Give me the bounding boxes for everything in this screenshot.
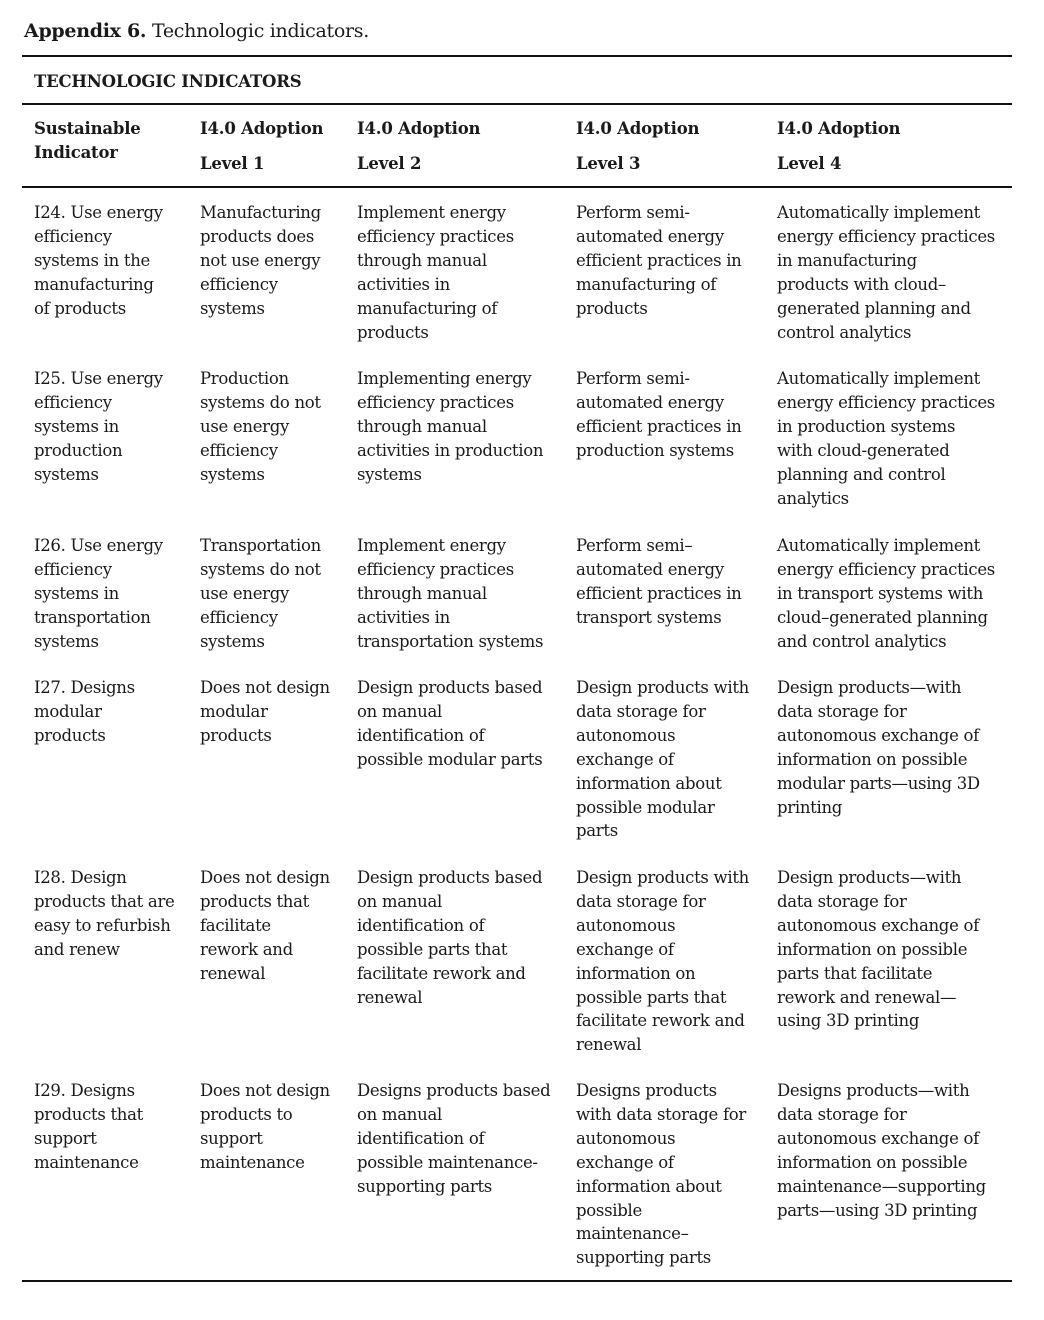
header-level-4: I4.0 Adoption Level 4	[777, 119, 901, 173]
cell-level-4: Design products—with data storage for autonomous exchange of information on possible modular parts—using 3D printing	[777, 678, 980, 817]
cell-level-3: Perform semi- automated energy efficient practices in manufacturing of products	[576, 203, 742, 318]
cell-indicator: I29. Designs products that support maintenance	[34, 1081, 143, 1172]
cell-level-1: Does not design products to support maintenance	[200, 1081, 330, 1172]
cell-level-1: Does not design modular products	[200, 678, 330, 745]
header-level-2: I4.0 Adoption Level 2	[357, 119, 481, 173]
cell-level-2: Implementing energy efficiency practices through manual activities in production systems	[357, 369, 544, 484]
header-sustainable-indicator: Sustainable Indicator	[34, 119, 141, 162]
header-level-1: I4.0 Adoption Level 1	[200, 119, 324, 173]
cell-level-3: Perform semi– automated energy efficient practices in transport systems	[576, 536, 742, 627]
table-caption	[24, 18, 369, 44]
header-level-3: I4.0 Adoption Level 3	[576, 119, 700, 173]
cell-indicator: I28. Design products that are easy to refurbish and renew	[34, 868, 175, 959]
cell-level-1: Production systems do not use energy efficiency systems	[200, 369, 321, 484]
cell-indicator: I25. Use energy efficiency systems in production systems	[34, 369, 163, 484]
cell-level-2: Designs products based on manual identification of possible maintenance- supporting parts	[357, 1081, 551, 1196]
cell-level-2: Design products based on manual identification of possible modular parts	[357, 678, 543, 769]
cell-level-3: Perform semi- automated energy efficient practices in production systems	[576, 369, 742, 460]
cell-indicator: I26. Use energy efficiency systems in transportation systems	[34, 536, 163, 651]
cell-level-3: Design products with data storage for autonomous exchange of information about possible modular parts	[576, 678, 749, 841]
cell-indicator: I27. Designs modular products	[34, 678, 135, 745]
header-bottom-rule	[22, 186, 1012, 188]
cell-indicator: I24. Use energy efficiency systems in the manufacturing of products	[34, 203, 163, 318]
cell-level-4: Design products—with data storage for autonomous exchange of information on possible parts that facilitate rework and renewal— using 3D printing	[777, 868, 979, 1031]
caption-text: Technologic indicators.	[146, 20, 369, 42]
cell-level-4: Automatically implement energy efficiency practices in transport systems with cloud–generated planning and control analytics	[777, 536, 995, 651]
top-rule	[22, 55, 1012, 57]
cell-level-3: Designs products with data storage for autonomous exchange of information about possible maintenance– supporting parts	[576, 1081, 746, 1268]
header-top-rule	[22, 103, 1012, 105]
cell-level-2: Implement energy efficiency practices through manual activities in transportation systems	[357, 536, 544, 651]
section-title: TECHNOLOGIC INDICATORS	[34, 72, 302, 91]
cell-level-1: Does not design products that facilitate rework and renewal	[200, 868, 330, 983]
bottom-rule	[22, 1280, 1012, 1282]
cell-level-1: Manufacturing products does not use energy efficiency systems	[200, 203, 321, 318]
cell-level-4: Automatically implement energy efficiency practices in manufacturing products with cloud– generated planning and control analytics	[777, 203, 995, 342]
cell-level-2: Design products based on manual identification of possible parts that facilitate rework and renewal	[357, 868, 543, 1007]
cell-level-4: Automatically implement energy efficiency practices in production systems with cloud-generated planning and control analytics	[777, 369, 995, 508]
cell-level-1: Transportation systems do not use energy efficiency systems	[200, 536, 321, 651]
cell-level-2: Implement energy efficiency practices through manual activities in manufacturing of products	[357, 203, 514, 342]
cell-level-4: Designs products—with data storage for autonomous exchange of information on possible maintenance—supporting parts—using 3D printing	[777, 1081, 986, 1220]
cell-level-3: Design products with data storage for autonomous exchange of information on possible parts that facilitate rework and renewal	[576, 868, 749, 1055]
caption-label: Appendix 6.	[24, 20, 147, 42]
